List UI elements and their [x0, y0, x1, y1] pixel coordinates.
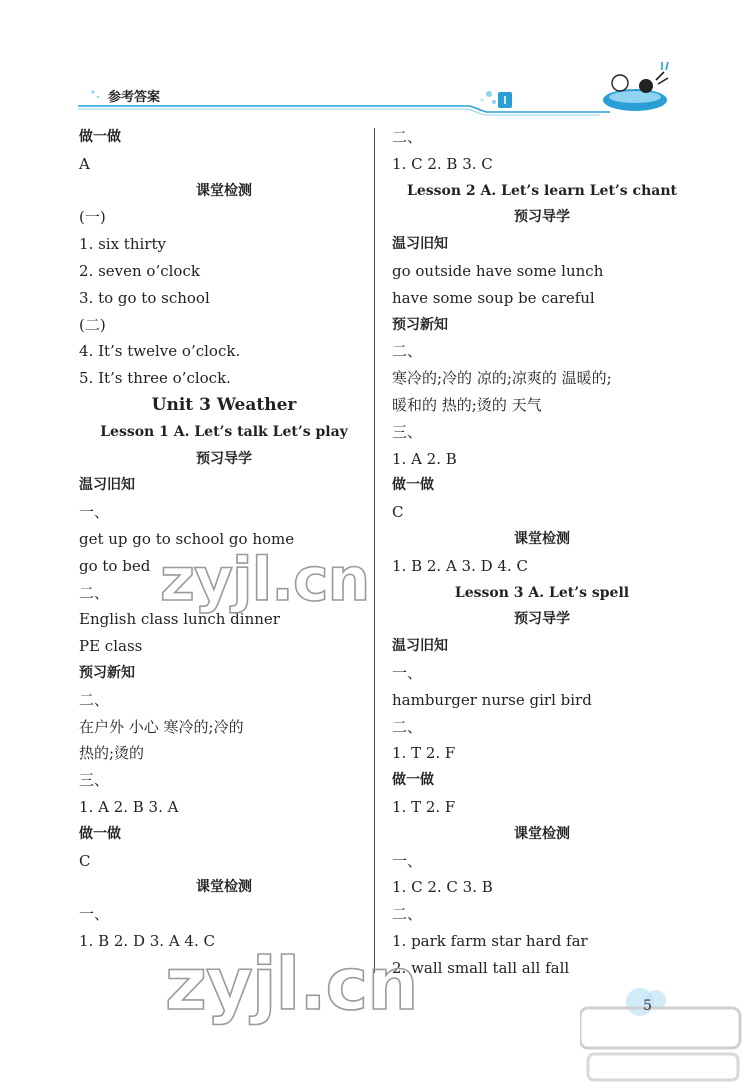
right-column-line: 1. C 2. B 3. C	[392, 154, 493, 173]
right-column-line: 预习导学	[514, 611, 570, 628]
left-column-line: 做一做	[79, 129, 121, 145]
right-column-line: 做一做	[392, 477, 434, 494]
left-column-line: English class lunch dinner	[79, 610, 280, 629]
right-column-line: 一、	[392, 663, 423, 682]
left-column-line: 课堂检测	[196, 879, 252, 896]
left-column-line: 1. A 2. B 3. A	[79, 797, 179, 816]
left-column-line: 1. B 2. D 3. A 4. C	[79, 931, 215, 950]
left-column-line: 一、	[79, 905, 110, 924]
right-column-line: 1. B 2. A 3. D 4. C	[392, 556, 528, 575]
right-column-line: 二、	[392, 905, 423, 924]
left-column-line: 在户外 小心 寒冷的;冷的	[79, 717, 244, 736]
left-column-line: 课堂检测	[196, 182, 252, 199]
page-header	[0, 0, 750, 125]
right-column-line: 1. A 2. B	[392, 449, 457, 468]
left-column-line: 温习旧知	[79, 477, 135, 494]
watermark-bottom: zyjl.cn	[165, 942, 418, 1026]
right-column-line: 课堂检测	[514, 825, 570, 842]
right-column-line: 课堂检测	[514, 530, 570, 547]
right-column-line: 1. T 2. F	[392, 744, 456, 763]
left-column-line: 三、	[79, 771, 110, 790]
left-column-line: 预习新知	[79, 664, 135, 681]
left-column-line: C	[79, 851, 91, 870]
right-column-line: 1. C 2. C 3. B	[392, 878, 493, 897]
right-column	[392, 124, 692, 982]
header-title: 参考答案	[108, 90, 161, 105]
left-column-line: 1. six thirty	[79, 235, 166, 254]
right-column-line: 寒冷的;冷的 凉的;凉爽的 温暖的;	[392, 369, 612, 388]
right-column-line: 做一做	[392, 772, 434, 789]
right-column-line: 三、	[392, 422, 423, 441]
right-column-line: 1. park farm star hard far	[392, 931, 588, 950]
right-column-line: Lesson 2 A. Let’s learn Let’s chant	[407, 182, 677, 199]
left-column-line: 一、	[79, 503, 110, 522]
left-column-line: get up go to school go home	[79, 529, 295, 548]
left-column-line: PE class	[79, 637, 143, 656]
left-column-line: 二、	[79, 583, 110, 602]
left-column-line: Unit 3 Weather	[151, 394, 297, 415]
right-column-line: 温习旧知	[392, 638, 448, 655]
right-column-line: 1. T 2. F	[392, 797, 456, 816]
right-column-line: go outside have some lunch	[392, 261, 604, 280]
right-column-line: 预习导学	[514, 209, 570, 226]
right-column-line: 二、	[392, 128, 423, 146]
left-column-line: Lesson 1 A. Let’s talk Let’s play	[100, 423, 348, 440]
left-column-line: 5. It’s three o’clock.	[79, 369, 231, 388]
corner-logo-icon	[580, 978, 745, 1088]
left-column-line: 做一做	[79, 825, 121, 842]
left-column-line: 2. seven o’clock	[79, 261, 200, 280]
left-column-line: 热的;烫的	[79, 744, 145, 763]
right-column-line: 二、	[392, 717, 423, 736]
right-column-line: 2. wall small tall all fall	[392, 958, 570, 977]
right-column-line: 预习新知	[392, 316, 448, 333]
page-number: 5	[643, 998, 652, 1014]
left-column-line: 4. It’s twelve o’clock.	[79, 342, 241, 361]
right-column-line: 暖和的 热的;烫的 天气	[392, 395, 542, 414]
watermark-top: zyjl.cn	[160, 545, 370, 615]
right-column-line: C	[392, 503, 404, 522]
right-column-line: Lesson 3 A. Let’s spell	[454, 584, 630, 601]
right-column-line: 一、	[392, 851, 423, 870]
column-divider	[374, 128, 375, 973]
right-column-line: 二、	[392, 342, 423, 361]
left-column-line: A	[79, 154, 90, 173]
left-column-line: (二)	[79, 315, 106, 334]
left-column-line: 预习导学	[196, 450, 252, 467]
mascot-icon	[603, 62, 668, 111]
right-column-line: 温习旧知	[392, 236, 448, 253]
left-column	[79, 124, 369, 955]
right-column-line: hamburger nurse girl bird	[392, 690, 592, 709]
left-column-line: 3. to go to school	[79, 288, 210, 307]
right-column-line: have some soup be careful	[392, 288, 595, 307]
header-decoration	[0, 0, 750, 125]
left-column-line: 二、	[79, 690, 110, 709]
left-column-line: go to bed	[79, 556, 151, 575]
left-column-line: (一)	[79, 208, 106, 227]
